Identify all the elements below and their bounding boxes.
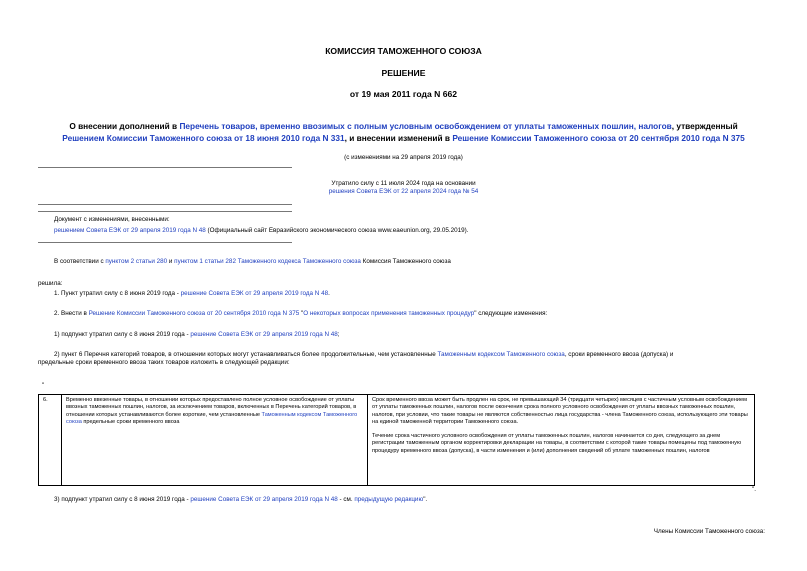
title-text-1: О внесении дополнений в [69,121,180,131]
changes-note [54,216,468,235]
title-text-2: , утвержденный [671,121,738,131]
subitem-2-line-2: предельные сроки временного ввоза таких товаров изложить в следующей редакции: [38,359,290,367]
table-row [39,395,755,486]
subitem-3-end: ". [423,496,428,503]
divider [38,242,292,243]
item-2-text-3: " следующие изменения: [474,310,548,317]
title-link-decision-331[interactable]: Решением Комиссии Таможенного союза от 18 июня 2010 года N 331 [62,133,345,143]
amended-note: (с изменениями на 29 апреля 2019 года) [344,154,463,161]
divider [38,167,292,168]
preamble-text-1: В соответствии с [54,258,106,265]
title-link-list[interactable]: Перечень товаров, временно ввозимых с полным условным освобождением от уплаты таможенных пошлин, налогов [179,121,672,131]
subitem-2 [38,351,773,367]
category-text-1: Временно ввезенные товары, в отношении которых предоставлено полное условное освобождение от уплаты ввозных таможенных пошлин, налогов, за исключением товаров, включенных в Перечень категорий товаров, в отношении которых устанавливаются более короткие, чем установленные [66,397,357,418]
signature-line: Члены Комиссии Таможенного союза: [653,528,765,535]
item-2-text-1: 2. Внести в [54,310,89,317]
preamble-text-3: Комиссия Таможенного союза [360,258,451,265]
doc-type: РЕШЕНИЕ [381,68,426,78]
table-cell-number: 6. [39,395,62,486]
decided-label: решила: [38,280,63,287]
category-link-customs-code[interactable]: Таможенным кодексом Таможенного союза [66,411,358,425]
item-2-link-decision-375[interactable]: Решение Комиссии Таможенного союза от 20 сентября 2010 года N 375 [88,310,300,317]
table-cell-term [368,395,755,486]
quote-open: " [42,382,45,389]
preamble-link-art-282[interactable]: пунктом 1 статьи 282 Таможенного кодекса Таможенного союза [174,258,361,265]
item-2 [54,310,547,318]
item-1 [54,290,330,298]
divider [38,211,292,212]
subitem-1 [54,331,340,339]
subitem-1-link[interactable]: решение Совета ЕЭК от 29 апреля 2019 года N 48 [190,331,338,338]
subitem-2-link-customs-code[interactable]: Таможенным кодексом Таможенного союза [437,351,565,358]
divider [38,204,292,205]
categories-table [38,394,755,486]
changes-link[interactable]: решением Совета ЕЭК от 29 апреля 2019 года N 48 [54,227,206,235]
org-name: КОМИССИЯ ТАМОЖЕННОГО СОЮЗА [325,46,482,56]
item-2-text-2: " [299,310,304,317]
expired-link[interactable]: решения Совета ЕЭК от 22 апреля 2024 года № 54 [328,188,479,196]
table-cell-category [62,395,368,486]
title-link-decision-375[interactable]: Решение Комиссии Таможенного союза от 20 сентября 2010 года N 375 [452,133,745,143]
subitem-1-text: 1) подпункт утратил силу с 8 июня 2019 года - [54,331,191,338]
item-1-link[interactable]: решение Совета ЕЭК от 29 апреля 2019 года N 48 [180,290,329,297]
doc-date: от 19 мая 2011 года N 662 [349,89,458,99]
doc-title [30,120,777,144]
subitem-2-text-1: 2) пункт 6 Перечня категорий товаров, в отношении которых могут устанавливаться более продолжительные, чем установленные [54,351,438,358]
subitem-3 [54,496,427,504]
category-text-2: предельные сроки временного ввоза [81,418,180,425]
expired-notice [0,180,807,196]
expired-line: Утратило силу с 11 июля 2024 года на основании [331,180,476,187]
changes-tail: (Официальный сайт Евразийского экономического союза www.eaeunion.org, 29.05.2019). [205,227,469,235]
subitem-3-mid: - см. [337,496,355,503]
item-1-end: . [328,290,330,297]
subitem-3-text: 3) подпункт утратил силу с 8 июня 2019 года - [54,496,191,503]
quote-close: ". [752,486,756,493]
preamble-link-art-280[interactable]: пунктом 2 статьи 280 [105,258,168,265]
changes-line: Документ с изменениями, внесенными: [54,216,170,223]
subitem-2-text-2: , сроки временного ввоза (допуска) и [564,351,674,358]
title-text-3: , и внесении изменений в [344,133,453,143]
item-2-link-customs-procedures[interactable]: О некоторых вопросах применения таможенных процедур [303,310,475,317]
item-1-text: 1. Пункт утратил силу с 8 июня 2019 года - [54,290,181,297]
term-paragraph-1: Срок временного ввоза может быть продлен на срок, не превышающий 34 (тридцати четырех) месяцев с частичным условным освобождением от уплаты таможенных пошлин, налогов после окончения срока полного условного освобождения от уплаты ввозных таможенных пошлин, налогов, при условии, что такие товары не являются собственностью лица государства - члена Таможенного союза, использующего эти товары на единой таможенной территории Таможенного союза. [372,397,748,425]
subitem-3-link-previous-edition[interactable]: предыдущую редакцию [354,496,424,503]
subitem-3-link[interactable]: решение Совета ЕЭК от 29 апреля 2019 года N 48 [190,496,338,503]
subitem-1-end: ; [337,331,340,338]
preamble [54,258,451,266]
term-paragraph-2: Течение срока частичного условного освобождения от уплаты таможенных пошлин, налогов начинается со дня, следующего за днем регистрации таможенным органом корректировки декларации на товары, в соответствии с которой такие товары помещены под таможенную процедуру временного ввоза (допуска), в части изменения и (или) дополнения сведений об уплате таможенных пошлин, налогов [372,433,742,454]
preamble-text-2: и [167,258,175,265]
